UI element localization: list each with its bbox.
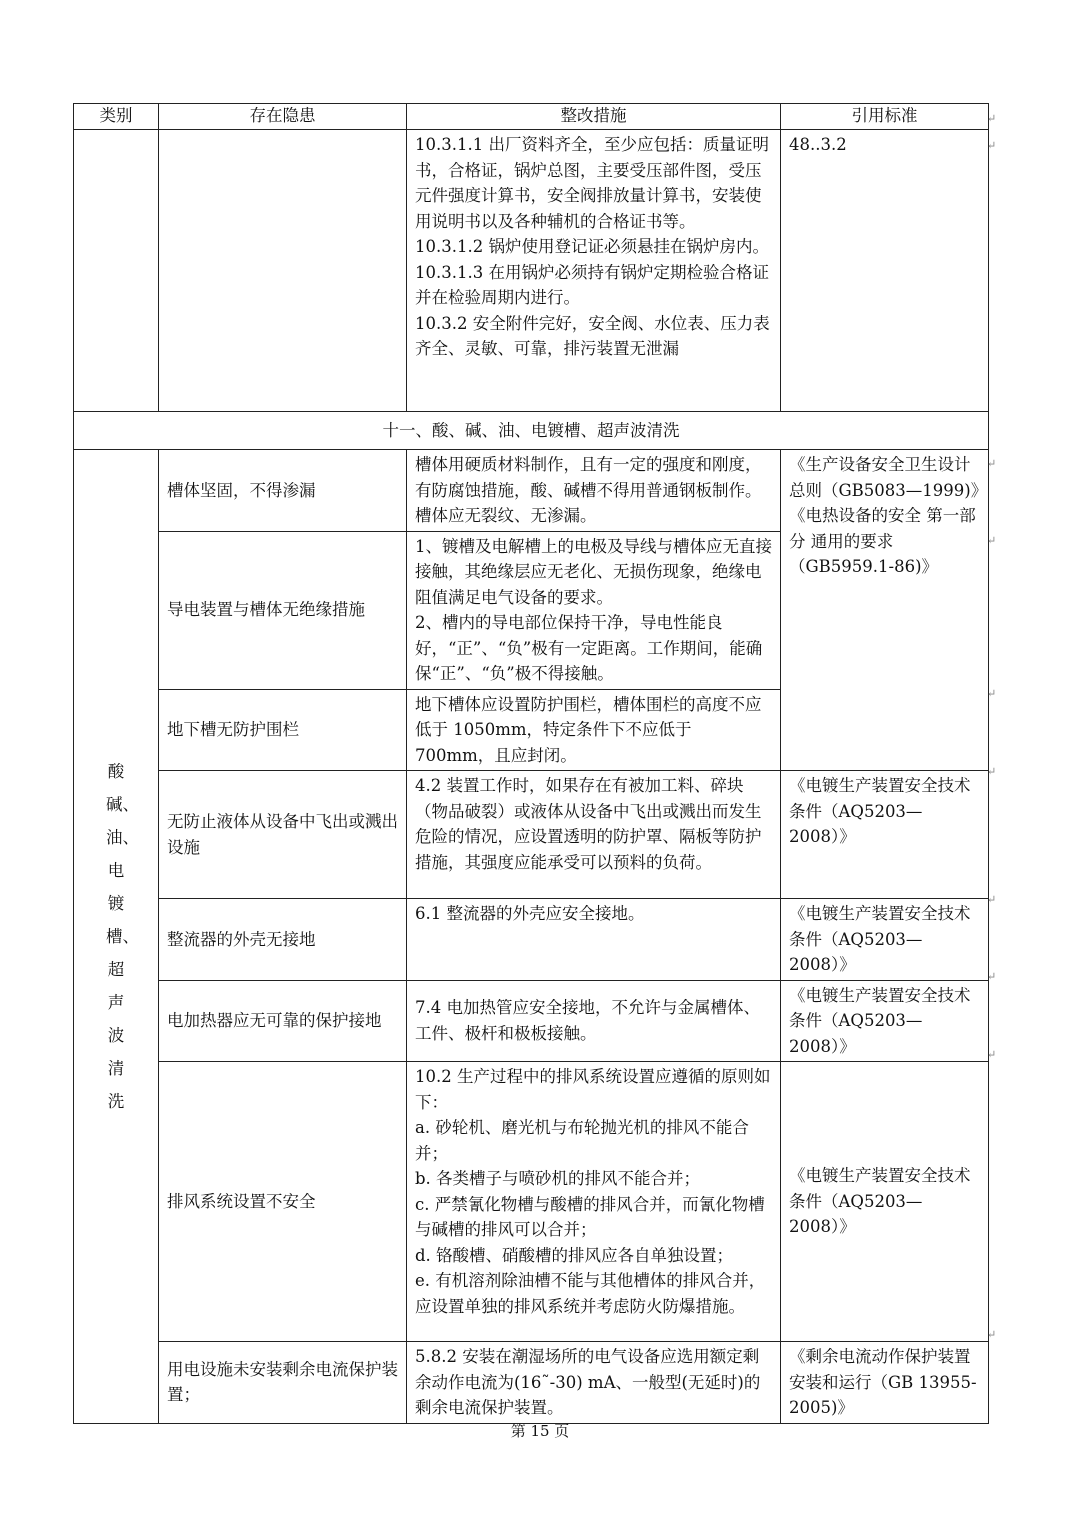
measures-cell: [407, 1062, 781, 1342]
measures-cell: [407, 130, 781, 412]
paragraph-mark: ↵: [987, 970, 997, 983]
measure-item: 10.3.1.2 锅炉使用登记证必须悬挂在锅炉房内。: [415, 237, 769, 256]
measures-cell: [407, 450, 781, 532]
paragraph-mark: ↵: [987, 457, 997, 470]
hazard-cell: 槽体坚固，不得渗漏: [159, 450, 407, 532]
hazard-cell: 排风系统设置不安全: [159, 1062, 407, 1342]
measure-item: 5.8.2 安装在潮湿场所的电气设备应选用额定剩余动作电流为(16˜-30) mA、一般型(无延时)的剩余电流保护装置。: [415, 1347, 761, 1417]
measures-cell: [407, 1342, 781, 1424]
measure-item: 7.4 电加热管应安全接地，不允许与金属槽体、工件、极杆和极板接触。: [415, 998, 760, 1043]
header-measures: 整改措施: [407, 104, 781, 130]
section-title: 十一、酸、碱、油、电镀槽、超声波清洗: [74, 412, 989, 450]
measures-cell: [407, 531, 781, 689]
hazard-table: [73, 103, 989, 1424]
measure-item: c. 严禁氰化物槽与酸槽的排风合并，而氰化物槽与碱槽的排风可以合并；: [415, 1194, 765, 1239]
measure-item: 2、槽内的导电部位保持干净，导电性能良好，“正”、“负”极有一定距离。工作期间，能确保“正”、“负”极不得接触。: [415, 613, 763, 683]
measure-item: 槽体用硬质材料制作，且有一定的强度和刚度，有防腐蚀措施，酸、碱槽不得用普通钢板制作。槽体应无裂纹、无渗漏。: [415, 455, 762, 525]
measure-item: e. 有机溶剂除油槽不能与其他槽体的排风合并，应设置单独的排风系统并考虑防火防爆措施。: [415, 1271, 766, 1316]
standard-cell: 《剩余电流动作保护装置安装和运行（GB 13955-2005)》: [781, 1342, 989, 1424]
measure-item: d. 铬酸槽、硝酸槽的排风应各自单独设置；: [415, 1245, 734, 1265]
category-cell-empty: [74, 130, 159, 412]
standard-text: 《电热设备的安全 第一部分 通用的要求（GB5959.1-86)》: [789, 506, 976, 576]
standard-text: 《生产设备安全卫生设计总则（GB5083—1999)》: [789, 455, 988, 500]
measures-cell: [407, 689, 781, 771]
standard-cell: 《电镀生产装置安全技术条件（AQ5203—2008）》: [781, 1062, 989, 1342]
measure-item: 4.2 装置工作时，如果存在有被加工料、碎块（物品破裂）或液体从设备中飞出或溅出而发生危险的情况，应设置透明的防护罩、隔板等防护措施，其强度应能承受可以预料的负荷。: [415, 776, 762, 872]
measure-item: 10.3.2 安全附件完好，安全阀、水位表、压力表齐全、灵敏、可靠，排污装置无泄漏: [415, 313, 770, 358]
paragraph-mark: ↵: [987, 1048, 997, 1061]
header-category: 类别: [74, 104, 159, 130]
page-number: 第 15 页: [510, 1422, 570, 1440]
table-row: [74, 771, 989, 899]
hazard-cell: 电加热器应无可靠的保护接地: [159, 980, 407, 1062]
table-row: [74, 980, 989, 1062]
measure-item: 10.3.1.1 出厂资料齐全，至少应包括：质量证明书，合格证，锅炉总图，主要受压部件图，受压元件强度计算书，安全阀排放量计算书，安装使用说明书以及各种辅机的合格证书等。: [415, 135, 769, 231]
measures-cell: [407, 899, 781, 981]
measure-item: 10.3.1.3 在用锅炉必须持有锅炉定期检验合格证并在检验周期内进行。: [415, 262, 769, 307]
measure-item: a. 砂轮机、磨光机与布轮抛光机的排风不能合并；: [415, 1118, 749, 1163]
paragraph-mark: ↵: [987, 112, 997, 125]
paragraph-mark: ↵: [987, 765, 997, 778]
measure-item: 10.2 生产过程中的排风系统设置应遵循的原则如下：: [415, 1067, 771, 1112]
header-hazard: 存在隐患: [159, 104, 407, 130]
standard-cell: 《电镀生产装置安全技术条件（AQ5203—2008）》: [781, 771, 989, 899]
measure-item: 6.1 整流器的外壳应安全接地。: [415, 904, 645, 923]
table-row: [74, 1062, 989, 1342]
table-row: [74, 450, 989, 532]
category-label: 酸碱、油、电镀槽、超声波清洗: [106, 761, 139, 1111]
table-row: [74, 899, 989, 981]
standard-cell: [781, 450, 989, 771]
hazard-cell: 地下槽无防护围栏: [159, 689, 407, 771]
paragraph-mark: ↵: [987, 534, 997, 547]
table-header-row: [74, 104, 989, 130]
measures-cell: [407, 980, 781, 1062]
header-standard: 引用标准: [781, 104, 989, 130]
paragraph-mark: ↵: [987, 893, 997, 906]
paragraph-mark: ↵: [987, 139, 997, 152]
table-row: [74, 1342, 989, 1424]
table-row: [74, 130, 989, 412]
category-cell: [74, 450, 159, 1424]
standard-cell: 48..3.2: [781, 130, 989, 412]
measure-item: 1、镀槽及电解槽上的电极及导线与槽体应无直接接触，其绝缘层应无老化、无损伤现象，绝缘电阻值满足电气设备的要求。: [415, 536, 772, 607]
standard-cell: 《电镀生产装置安全技术条件（AQ5203—2008）》: [781, 899, 989, 981]
hazard-cell: 导电装置与槽体无绝缘措施: [159, 531, 407, 689]
measure-item: b. 各类槽子与喷砂机的排风不能合并；: [415, 1169, 701, 1188]
hazard-cell: 无防止液体从设备中飞出或溅出设施: [159, 771, 407, 899]
hazard-cell-empty: [159, 130, 407, 412]
paragraph-mark: ↵: [987, 1328, 997, 1341]
measures-cell: [407, 771, 781, 899]
section-row: [74, 412, 989, 450]
standard-cell: 《电镀生产装置安全技术条件（AQ5203—2008）》: [781, 980, 989, 1062]
hazard-cell: 整流器的外壳无接地: [159, 899, 407, 981]
hazard-cell: 用电设施未安装剩余电流保护装置；: [159, 1342, 407, 1424]
paragraph-mark: ↵: [987, 687, 997, 700]
measure-item: 地下槽体应设置防护围栏，槽体围栏的高度不应低于 1050mm，特定条件下不应低于 700mm，且应封闭。: [415, 694, 762, 765]
